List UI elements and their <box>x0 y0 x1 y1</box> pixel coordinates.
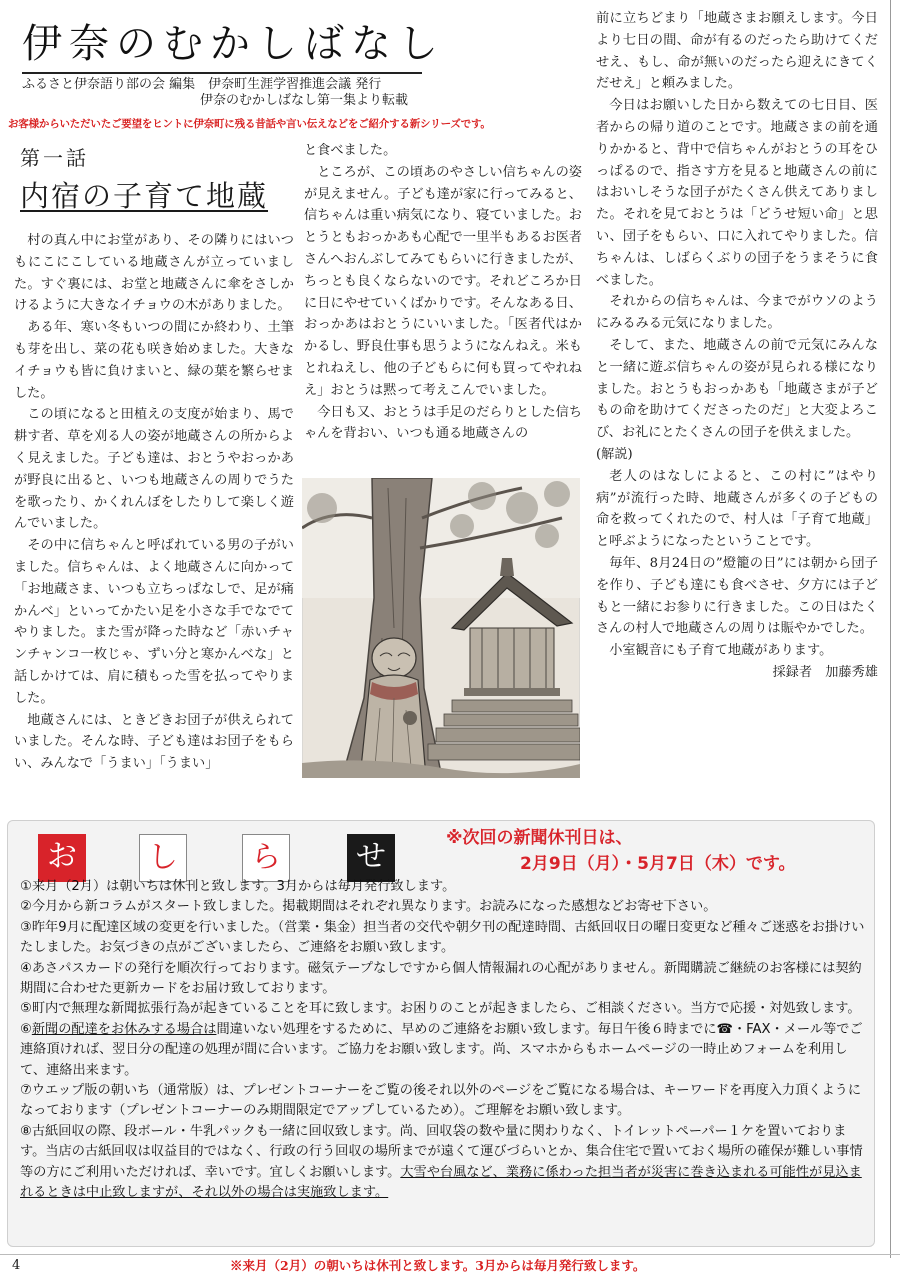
commentary-paragraph: 毎年、8月24日の”燈籠の日”には朝から団子を作り、子ども達にも食べさせ、夕方には子どもと一緒にお参りに行きました。この日はたくさんの村人で地蔵さんの周りは賑やかでした。 <box>596 555 878 637</box>
notice-box <box>7 820 875 1247</box>
notice-tile: し <box>139 834 187 882</box>
paragraph: ある年、寒い冬もいつの間にか終わり、土筆も芽を出し、菜の花も咲き始めました。大きなイチョウも皆に負けまいと、緑の葉を繁らせました。 <box>14 320 294 401</box>
footer-note: ※来月（2月）の朝いちは休刊と致します。3月からは毎月発行致します。 <box>230 1258 646 1273</box>
jizo-illustration <box>302 478 580 778</box>
paragraph: 村の真ん中にお堂があり、その隣りにはいつもにこにこしている地蔵さんが立っていました。すぐ裏には、お堂と地蔵さんに傘をさしかけるように大きなイチョウの木がありました。 <box>14 233 294 314</box>
underlined-phrase: 新聞の配達をお休みする場合は <box>31 1021 217 1037</box>
paragraph: それからの信ちゃんは、今までがウソのようにみるみる元気になりました。 <box>596 294 878 332</box>
commentary-paragraph: 老人のはなしによると、この村に”はやり病”が流行った時、地蔵さんが多くの子どもの命を救ってくれたので、村人は「子育て地蔵」と呼ぶようになったということです。 <box>596 468 878 550</box>
notice-item: ③昨年9月に配達区域の変更を行いました。（営業・集金）担当者の交代や朝夕刊の配達時間、古紙回収日の曜日変更など種々ご迷惑をお掛けいたしました。お気づきの点がございましたら、ご連絡をお願い致します。 <box>20 919 865 956</box>
notice-tile: お <box>38 834 86 882</box>
paragraph: この頃になると田植えの支度が始まり、馬で耕す者、草を刈る人の姿が地蔵さんの所からよく見えました。子ども達は、おとうやおっかあが野良に出ると、いつも地蔵さんの周りでうたを歌ったり、かくれんぼをしたりして楽しく遊んでいました。 <box>14 407 294 532</box>
notice-item: ④あさパスカードの発行を順次行っております。磁気テープなしですから個人情報漏れの心配がありません。新聞購読ご継続のお客様には契約期間に合わせた更新カードをお届け致しております。 <box>20 960 862 997</box>
holiday-notice-line-2: 2月9日（月）・5月7日（木）です。 <box>520 854 796 874</box>
series-intro: お客様からいただいたご要望をヒントに伊奈町に残る昔話や言い伝えなどをご紹介する新シリーズです。 <box>8 118 491 130</box>
notice-items <box>20 877 868 1204</box>
episode-label: 第一話 <box>20 146 89 170</box>
notice-item: ⑤町内で無理な新聞拡張行為が起きていることを耳に致します。お困りのことが起きましたら、ご相談ください。当方で応援・対処致します。 <box>20 1001 861 1017</box>
item-text: ⑧古紙回収の際、段ボール・牛乳パックも一緒に回収致します。尚、回収袋の数や量に関わりなく、トイレットペーパー１ケを置いております。当店の古紙回収は収益目的ではなく、行政の行う回収の場所までが遠くて運びづらいとか、集合住宅で置いておく場所の確保が難しい事情等の方にご利用いただければ、幸いです。宜しくお願いします。 <box>20 1123 863 1180</box>
commentary-label: (解説) <box>596 446 633 462</box>
paragraph: と食べました。 <box>304 143 397 158</box>
paragraph: その中に信ちゃんと呼ばれている男の子がいました。信ちゃんは、よく地蔵さんに向かって「お地蔵さま、いつも立ちっぱなしで、足が痛かんべ」といってかたい足を小さな手でなでてやりました。また雪が降った時など「赤いチャンチャンコ一枚じゃ、ずい分と寒かんべな」と話しかけては、肩に積もった雪を払ってやりました。 <box>14 538 294 706</box>
page-edge-rule <box>890 0 891 1258</box>
commentary-paragraph: 小室観音にも子育て地蔵があります。 <box>609 643 833 659</box>
recorder-credit: 採録者 加藤秀雄 <box>772 664 878 680</box>
notice-item: ②今月から新コラムがスタート致しました。掲載期間はそれぞれ異なります。お読みになった感想などお寄せ下さい。 <box>20 899 717 915</box>
masthead <box>22 18 445 109</box>
holiday-notice-line-1: ※次回の新聞休刊日は、 <box>446 828 633 848</box>
notice-tile: ら <box>242 834 290 882</box>
notice-item-6 <box>20 1020 868 1081</box>
underlined-phrase: 大雪や台風など、業務に係わった担当者が災害に巻き込まれる可能性が見込まれるときは中止致しますが、それ以外の場合は実施致します。 <box>20 1164 862 1201</box>
notice-item: ①来月（2月）は朝いちは休刊と致します。3月からは毎月発行致します。 <box>20 879 456 894</box>
paragraph: 地蔵さんには、ときどきお団子が供えられていました。そんな時、子ども達はお団子をもらい、みんなで「うまい」「うまい」 <box>14 712 294 772</box>
story-column-3 <box>596 8 878 684</box>
paragraph: ところが、この頃あのやさしい信ちゃんの姿が見えません。子ども達が家に行ってみると、信ちゃんは重い病気になり、寝ていました。おとうともおっかあも心配で一里半もあるお医者さんへおんぶしてみてもらいに行きましたが、ちっとも良くならないのです。それどころか日に日にやせていくばかりです。そんなある日、おっかあはおとうにいいました。「医者代はかかるし、野良仕事も思うようになんねえ。米もとれねえし、他の子どもらに何も買ってやれねえ」おとうは黙って考えこんでいました。 <box>304 164 582 398</box>
item-text: 間違いない処理をするために、早めのご連絡をお願い致します。毎日午後６時までに☎・FAX・メール等でご連絡頂ければ、翌日分の配達の処理が間に合います。ご協力をお願い致します。尚、スマホからもホームページの一時止めフォームを利用して、連絡出来ます。 <box>20 1021 863 1078</box>
paragraph: 前に立ちどまり「地蔵さまお願えします。今日より七日の間、命が有るのだったら助けてくだせえ、もし、命が無いのだったら迎えにきてくだせえ」と頼みました。 <box>596 11 878 92</box>
credits-line-1: ふるさと伊奈語り部の会 編集 伊奈町生涯学習推進会議 発行 <box>22 77 382 92</box>
item-number: ⑥ <box>20 1021 32 1037</box>
series-title: 伊奈のむかしばなし <box>22 18 422 74</box>
paragraph: 今日も又、おとうは手足のだらりとした信ちゃんを背おい、いつも通る地蔵さんの <box>304 404 582 442</box>
credits-line-2: 伊奈のむかしばなし第一集より転載 <box>200 93 409 108</box>
page-number: 4 <box>12 1258 21 1273</box>
footer-rule <box>0 1254 900 1255</box>
notice-item: ⑦ウエップ版の朝いち（通常版）は、プレゼントコーナーをご覧の後それ以外のページをご覧になる場合は、キーワードを再度入力頂くようになっております（プレゼントコーナーのみ期間限定でアップしているため）。ご理解をお願い致します。 <box>20 1083 862 1119</box>
paragraph: 今日はお願いした日から数えての七日目、医者からの帰り道のことです。地蔵さまの前を通りかかると、背中で信ちゃんがおとうの耳をひっぱるので、指さす方を見ると地蔵さんの前にはおいしそうな団子がたくさん供えてありました。それを見ておとうは「どうせ短い命」と思い、団子をもらい、口に入れてやりました。信ちゃんは、しばらくぶりの団子をうまそうに食べました。 <box>596 98 878 288</box>
notice-tile: せ <box>347 834 395 882</box>
notice-item-8 <box>20 1122 868 1204</box>
story-column-2 <box>304 140 582 445</box>
paragraph: そして、また、地蔵さんの前で元気にみんなと一緒に遊ぶ信ちゃんの姿が見られる様になりました。おとうもおっかあも「地蔵さまが子どもの命を助けてくださったのだ」と大変よろこび、お礼にとたくさんの団子を供えました。 <box>596 337 878 441</box>
story-title: 内宿の子育て地蔵 <box>20 179 269 213</box>
story-column-1 <box>14 230 294 775</box>
